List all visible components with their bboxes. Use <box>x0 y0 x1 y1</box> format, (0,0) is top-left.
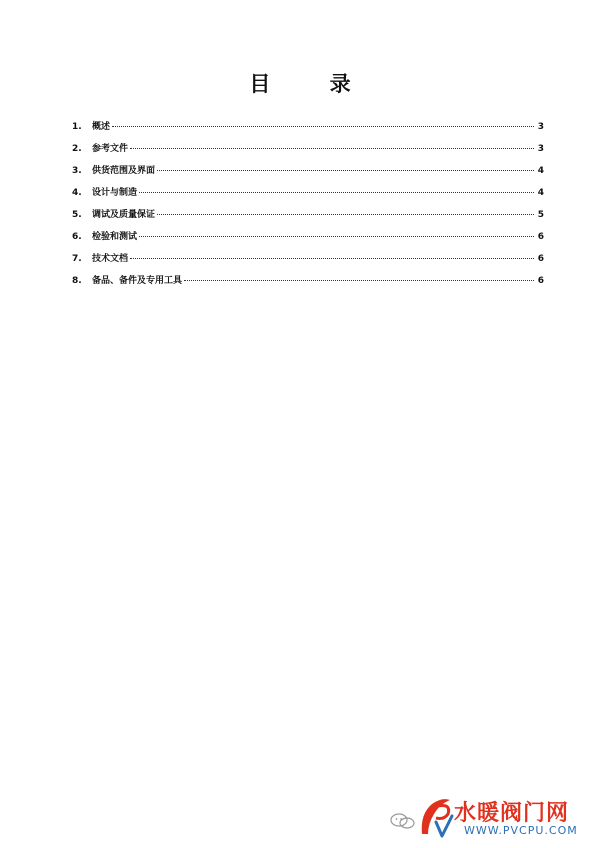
toc-dot-leader <box>157 214 534 215</box>
toc-entry-label: 设计与制造 <box>92 188 138 198</box>
toc-entry-page: 6 <box>537 254 544 264</box>
table-of-contents <box>72 119 544 295</box>
toc-entry-page: 3 <box>537 144 544 154</box>
toc-entry-scope[interactable] <box>72 163 544 185</box>
toc-entry-page: 6 <box>537 276 544 286</box>
toc-entry-label: 备品、备件及专用工具 <box>92 276 183 286</box>
toc-entry-number: 6. <box>72 232 82 242</box>
toc-entry-technical-docs[interactable] <box>72 251 544 273</box>
toc-dot-leader <box>130 258 534 259</box>
toc-dot-leader <box>157 170 534 171</box>
toc-entry-label: 供货范围及界面 <box>92 166 156 176</box>
toc-entry-label: 概述 <box>92 122 111 132</box>
site-watermark <box>390 794 594 840</box>
toc-entry-label: 检验和测试 <box>92 232 138 242</box>
watermark-url-text: WWW.PVCPU.COM <box>464 824 578 837</box>
toc-entry-page: 4 <box>537 166 544 176</box>
pv-logo-icon <box>416 794 456 840</box>
toc-entry-page: 3 <box>537 122 544 132</box>
toc-dot-leader <box>112 126 534 127</box>
toc-entry-references[interactable] <box>72 141 544 163</box>
toc-entry-page: 4 <box>537 188 544 198</box>
toc-entry-number: 8. <box>72 276 82 286</box>
toc-dot-leader <box>139 192 534 193</box>
toc-title: 目 录 <box>249 72 377 96</box>
toc-entry-overview[interactable] <box>72 119 544 141</box>
toc-entry-page: 5 <box>537 210 544 220</box>
toc-entry-number: 1. <box>72 122 82 132</box>
toc-dot-leader <box>139 236 534 237</box>
toc-entry-number: 2. <box>72 144 82 154</box>
toc-entry-number: 4. <box>72 188 82 198</box>
toc-entry-design[interactable] <box>72 185 544 207</box>
toc-entry-label: 调试及质量保证 <box>92 210 156 220</box>
toc-entry-label: 技术文档 <box>92 254 129 264</box>
toc-entry-spare-parts[interactable] <box>72 273 544 295</box>
toc-entry-commissioning[interactable] <box>72 207 544 229</box>
watermark-brand-text: 水暖阀门网 <box>454 801 570 826</box>
toc-entry-label: 参考文件 <box>92 144 129 154</box>
wechat-icon <box>390 812 416 830</box>
toc-dot-leader <box>184 280 534 281</box>
toc-entry-number: 5. <box>72 210 82 220</box>
toc-entry-number: 7. <box>72 254 82 264</box>
toc-entry-inspection[interactable] <box>72 229 544 251</box>
toc-dot-leader <box>130 148 534 149</box>
toc-entry-number: 3. <box>72 166 82 176</box>
toc-entry-page: 6 <box>537 232 544 242</box>
